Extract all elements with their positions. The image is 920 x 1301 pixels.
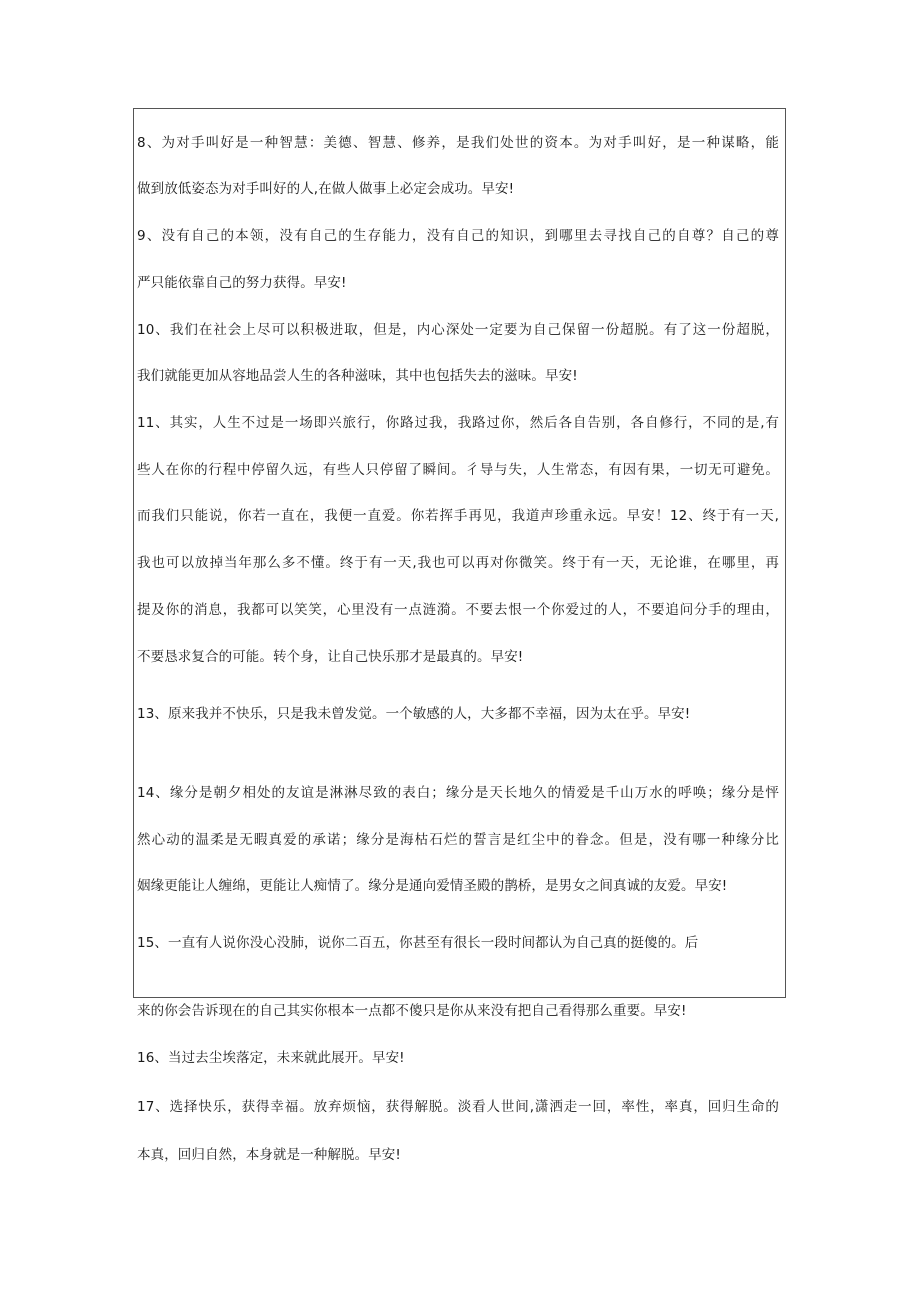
text-line: 提及你的消息，我都可以笑笑，心里没有一点涟漪。不要去恨一个你爱过的人，不要追问分手的理由， [137,602,779,618]
text-line: 然心动的温柔是无暇真爱的承诺；缘分是海枯石烂的誓言是红尘中的眷念。但是，没有哪一种缘分比 [137,832,779,848]
text-line: 14、缘分是朝夕相处的友谊是淋淋尽致的表白；缘分是天长地久的情爱是千山万水的呼唤；缘分是怦 [137,785,779,801]
text-line: 而我们只能说，你若一直在，我便一直爱。你若挥手再见，我道声珍重永远。早安！12、终于有一天, [137,508,779,524]
text-line: 严只能依靠自己的努力获得。早安! [137,275,347,291]
text-line: 8、为对手叫好是一种智慧：美德、智慧、修养，是我们处世的资本。为对手叫好，是一种谋略，能 [137,135,779,151]
text-line: 来的你会告诉现在的自己其实你根本一点都不傻只是你从来没有把自己看得那么重要。早安! [137,1003,687,1019]
text-line: 16、当过去尘埃落定，未来就此展开。早安! [137,1050,405,1066]
text-line: 我们就能更加从容地品尝人生的各种滋味，其中也包括失去的滋味。早安! [137,368,578,384]
text-line: 13、原来我并不快乐，只是我未曾发觉。一个敏感的人，大多都不幸福，因为太在乎。早安! [137,706,691,722]
text-line: 10、我们在社会上尽可以积极进取，但是，内心深处一定要为自己保留一份超脱。有了这一份超脱， [137,322,779,338]
text-line: 15、一直有人说你没心没肺，说你二百五，你甚至有很长一段时间都认为自己真的挺傻的。后 [137,935,699,951]
text-line: 9、没有自己的本领，没有自己的生存能力，没有自己的知识，到哪里去寻找自己的自尊？自己的尊 [137,228,779,244]
text-line: 11、其实，人生不过是一场即兴旅行，你路过我，我路过你，然后各自告别，各自修行，不同的是,有 [137,415,779,431]
text-line: 做到放低姿态为对手叫好的人,在做人做事上必定会成功。早安! [137,181,515,197]
text-line: 本真，回归自然，本身就是一种解脱。早安! [137,1147,401,1163]
text-line: 姻缘更能让人缠绵，更能让人痴情了。缘分是通向爱情圣殿的鹊桥，是男女之间真诚的友爱。早安! [137,878,728,894]
text-line: 我也可以放掉当年那么多不懂。终于有一天,我也可以再对你微笑。终于有一天，无论谁，在哪里，再 [137,555,779,571]
text-line: 不要恳求复合的可能。转个身，让自己快乐那才是最真的。早安! [137,649,524,665]
text-line: 17、选择快乐，获得幸福。放弃烦恼，获得解脱。淡看人世间,潇洒走一回，率性，率真，回归生命的 [137,1099,779,1115]
text-line: 些人在你的行程中停留久远，有些人只停留了瞬间。彳导与失，人生常态，有因有果，一切无可避免。 [137,462,779,478]
